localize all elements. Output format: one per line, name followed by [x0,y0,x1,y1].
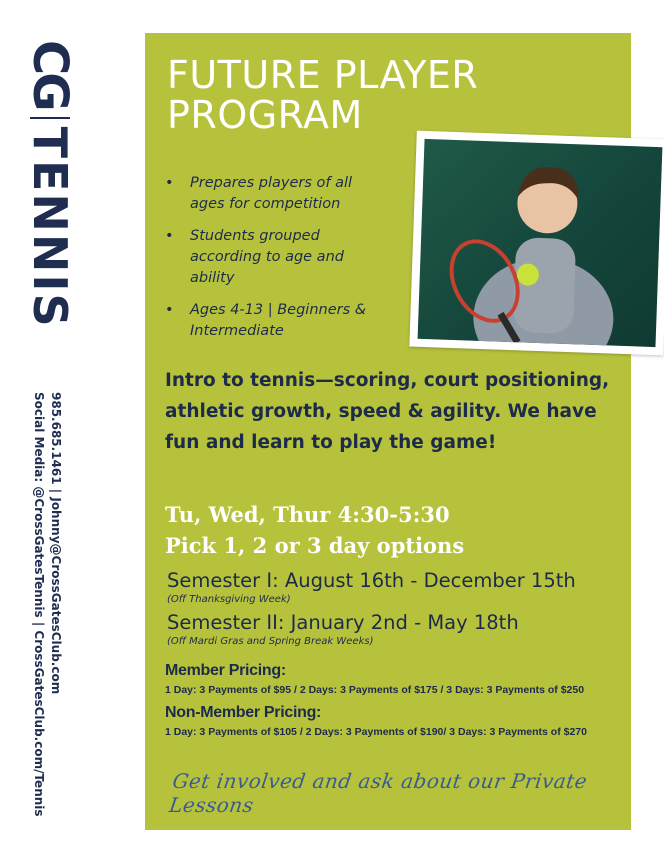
schedule [165,499,464,561]
program-intro: Intro to tennis—scoring, court positioning, athletic growth, speed & agility. We have fun and learn to play the game! [165,370,610,453]
member-pricing-details: 1 Day: 3 Payments of $95 / 2 Days: 3 Payments of $175 / 3 Days: 3 Payments of $250 [165,684,585,696]
nonmember-pricing-details: 1 Day: 3 Payments of $105 / 2 Days: 3 Payments of $190/ 3 Days: 3 Payments of $270 [165,726,587,738]
player-illustration [418,139,663,347]
schedule-days: Tu, Wed, Thur 4:30-5:30 [165,502,450,527]
private-lessons-tagline: Get involved and ask about our Private Lessons [167,769,589,817]
feature-list [165,173,375,353]
page-title [167,55,478,135]
child-tennis-player-photo [418,139,663,347]
semester-2: Semester II: January 2nd - May 18th [167,611,519,634]
cg-tennis-logo [22,40,78,329]
logo-divider [30,117,70,119]
list-item: • Ages 4-13 | Beginners & Intermediate [165,300,375,342]
semester-1: Semester I: August 16th - December 15th [167,569,576,592]
title-line-2: PROGRAM [167,93,363,137]
semester-1-note: (Off Thanksgiving Week) [167,594,291,605]
logo-word: TENNIS [23,126,77,329]
list-item: • Students grouped according to age and ability [165,226,375,289]
contact-phone-email: 985.685.1461 | Johnny@CrossGatesClub.com [49,392,63,695]
brand-strip [0,0,140,863]
logo-mark: CG [22,40,78,109]
title-line-1: FUTURE PLAYER [167,53,479,97]
semester-2-note: (Off Mardi Gras and Spring Break Weeks) [167,636,374,647]
schedule-options: Pick 1, 2 or 3 day options [165,533,465,558]
player-photo-frame [409,131,664,356]
contact-social: Social Media: @CrossGatesTennis | CrossGatesClub.com/Tennis [32,392,46,817]
flyer-panel [145,33,631,830]
list-item: • Prepares players of all ages for competition [165,173,375,215]
nonmember-pricing-heading: Non-Member Pricing: [165,704,322,721]
member-pricing-heading: Member Pricing: [165,662,286,679]
